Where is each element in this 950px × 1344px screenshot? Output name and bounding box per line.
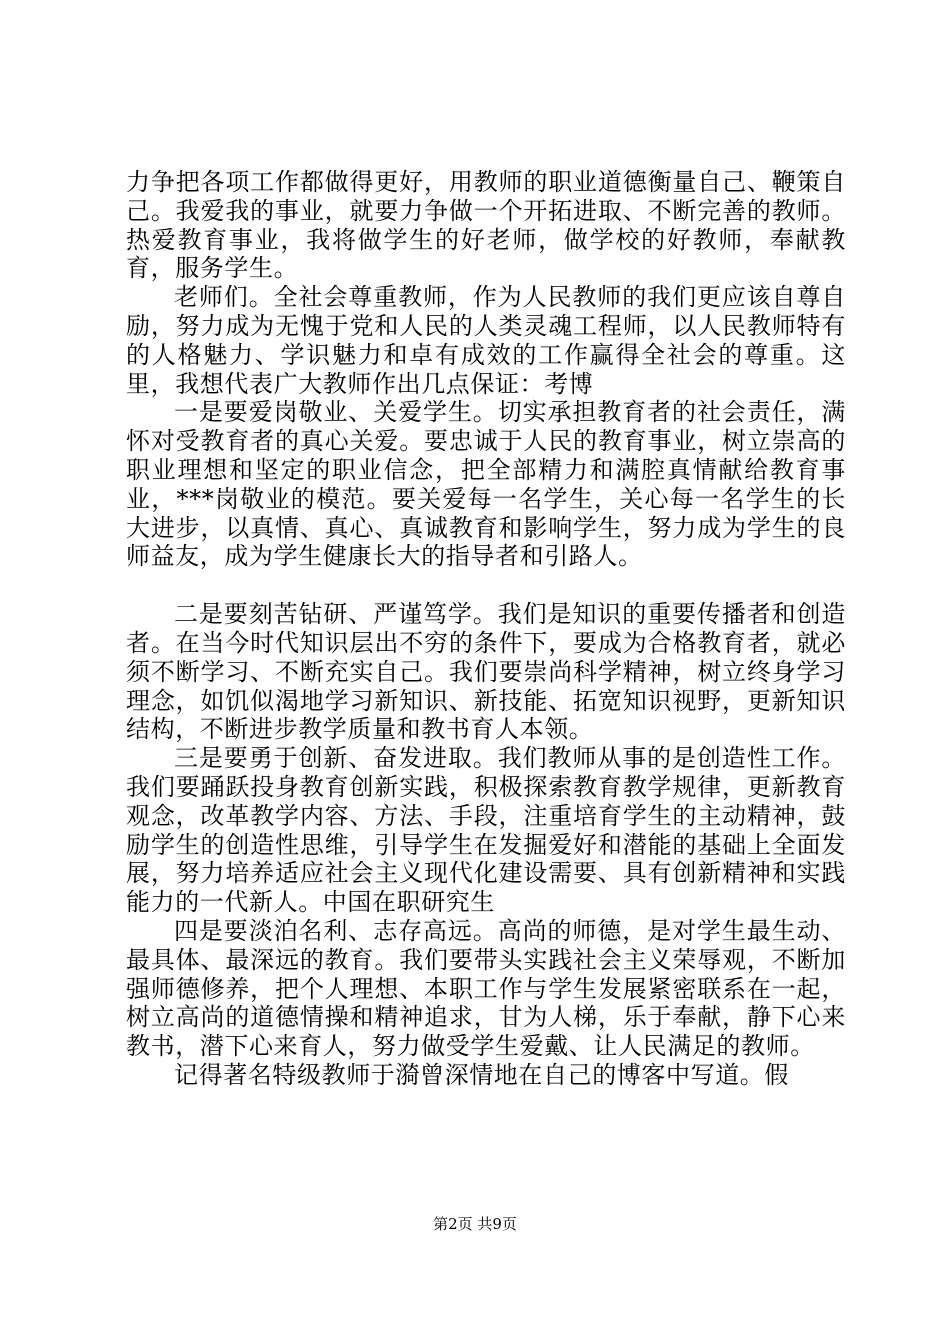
paragraph-point-two: 二是要刻苦钻研、严谨笃学。我们是知识的重要传播者和创造者。在当今时代知识层出不穷的条件下，要成为合格教育者，就必须不断学习、不断充实自己。我们要崇尚科学精神，树立终身学习理念，如饥似渴地学习新知识、新技能、拓宽知识视野，更新知识结构，不断进步教学质量和教书育人本领。	[126, 600, 846, 744]
paragraph-teachers: 老师们。全社会尊重教师，作为人民教师的我们更应该自尊自励，努力成为无愧于党和人民的人类灵魂工程师，以人民教师特有的人格魅力、学识魅力和卓有成效的工作赢得全社会的尊重。这里，我想代表广大教师作出几点保证：考博	[126, 283, 846, 398]
paragraph-point-three: 三是要勇于创新、奋发进取。我们教师从事的是创造性工作。我们要踊跃投身教育创新实践，积极探索教育教学规律，更新教育观念，改革教学内容、方法、手段，注重培育学生的主动精神，鼓励学生的创造性思维，引导学生在发掘爱好和潜能的基础上全面发展，努力培养适应社会主义现代化建设需要、具有创新精神和实践能力的一代新人。中国在职研究生	[126, 744, 846, 917]
paragraph-point-four: 四是要淡泊名利、志存高远。高尚的师德，是对学生最生动、最具体、最深远的教育。我们要带头实践社会主义荣辱观，不断加强师德修养，把个人理想、本职工作与学生发展紧密联系在一起，树立高尚的道德情操和精神追求，甘为人梯，乐于奉献，静下心来教书，潜下心来育人，努力做受学生爱戴、让人民满足的教师。	[126, 916, 846, 1061]
paragraph-continuation: 力争把各项工作都做得更好，用教师的职业道德衡量自己、鞭策自己。我爱我的事业，就要力争做一个开拓进取、不断完善的教师。热爱教育事业，我将做学生的好老师，做学校的好教师，奉献教育，服务学生。	[126, 168, 846, 283]
paragraph-point-one: 一是要爱岗敬业、关爱学生。切实承担教育者的社会责任，满怀对受教育者的真心关爱。要忠诚于人民的教育事业，树立崇高的职业理想和坚定的职业信念，把全部精力和满腔真情献给教育事业，***岗敬业的模范。要关爱每一名学生，关心每一名学生的长大进步，以真情、真心、真诚教育和影响学生，努力成为学生的良师益友，成为学生健康长大的指导者和引路人。	[126, 398, 846, 571]
document-body	[126, 168, 846, 1090]
page-number-footer: 第2页 共9页	[433, 1215, 517, 1233]
paragraph-gap	[126, 571, 846, 600]
paragraph-closing: 记得著名特级教师于漪曾深情地在自己的博客中写道。假	[174, 1060, 789, 1089]
